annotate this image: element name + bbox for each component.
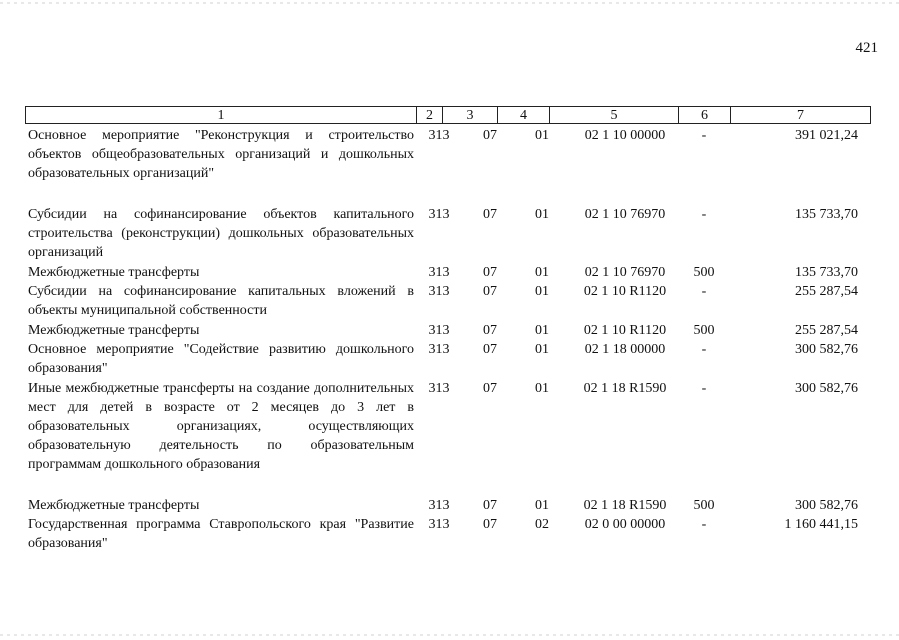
row-code-vr: - xyxy=(701,381,707,396)
row-code-gr: 313 xyxy=(428,284,450,299)
row-code-vr: 500 xyxy=(693,323,715,338)
row-code-rz: 07 xyxy=(483,498,497,513)
header-col-1: 1 xyxy=(25,106,417,124)
row-name: Основное мероприятие "Содействие развитию дошкольного образования" xyxy=(28,342,414,376)
row-code-csr: 02 1 18 00000 xyxy=(584,342,666,357)
row-name: Межбюджетные трансферты xyxy=(28,323,200,338)
row-code-gr: 313 xyxy=(428,128,450,143)
row-code-pr: 01 xyxy=(535,323,549,338)
row-code-pr: 01 xyxy=(535,381,549,396)
row-code-gr: 313 xyxy=(428,342,450,357)
row-amount: 1 160 441,15 xyxy=(784,517,858,532)
header-col-2: 2 xyxy=(416,106,443,124)
row-code-csr: 02 1 10 00000 xyxy=(584,128,666,143)
row-code-pr: 01 xyxy=(535,498,549,513)
row-amount: 255 287,54 xyxy=(795,323,858,338)
row-code-rz: 07 xyxy=(483,284,497,299)
row-code-pr: 01 xyxy=(535,265,549,280)
scan-edge-bottom xyxy=(0,634,899,636)
header-col-4: 4 xyxy=(497,106,550,124)
row-amount: 255 287,54 xyxy=(795,284,858,299)
row-code-gr: 313 xyxy=(428,265,450,280)
row-amount: 135 733,70 xyxy=(795,265,858,280)
row-code-pr: 01 xyxy=(535,342,549,357)
row-code-csr: 02 1 10 R1120 xyxy=(583,284,667,299)
header-col-6: 6 xyxy=(678,106,731,124)
row-code-pr: 01 xyxy=(535,207,549,222)
row-code-vr: - xyxy=(701,342,707,357)
row-code-csr: 02 1 10 76970 xyxy=(584,207,666,222)
row-name: Иные межбюджетные трансферты на создание дополнительных мест для детей в возрасте от 2 месяцев до 3 лет в образовательных организациях, осуществляющих образовательную деятельность по образовательным программам дошкольного образования xyxy=(28,381,414,472)
row-amount: 391 021,24 xyxy=(795,128,858,143)
header-col-7: 7 xyxy=(730,106,871,124)
row-code-rz: 07 xyxy=(483,381,497,396)
row-code-gr: 313 xyxy=(428,323,450,338)
scan-edge-top xyxy=(0,2,899,4)
row-code-rz: 07 xyxy=(483,207,497,222)
row-code-csr: 02 1 10 R1120 xyxy=(583,323,667,338)
row-amount: 300 582,76 xyxy=(795,342,858,357)
row-code-vr: - xyxy=(701,517,707,532)
row-amount: 135 733,70 xyxy=(795,207,858,222)
row-name: Межбюджетные трансферты xyxy=(28,498,200,513)
row-code-vr: - xyxy=(701,284,707,299)
row-amount: 300 582,76 xyxy=(795,381,858,396)
row-code-gr: 313 xyxy=(428,517,450,532)
row-code-csr: 02 1 10 76970 xyxy=(584,265,666,280)
row-name: Государственная программа Ставропольского края "Развитие образования" xyxy=(28,517,414,551)
row-name: Субсидии на софинансирование капитальных вложений в объекты муниципальной собственности xyxy=(28,284,414,318)
header-col-3: 3 xyxy=(442,106,498,124)
row-code-rz: 07 xyxy=(483,517,497,532)
row-amount: 300 582,76 xyxy=(795,498,858,513)
row-code-csr: 02 1 18 R1590 xyxy=(583,498,667,513)
row-code-gr: 313 xyxy=(428,381,450,396)
row-code-pr: 02 xyxy=(535,517,549,532)
row-code-rz: 07 xyxy=(483,265,497,280)
row-code-vr: - xyxy=(701,207,707,222)
row-code-rz: 07 xyxy=(483,128,497,143)
row-code-vr: 500 xyxy=(693,265,715,280)
table-header xyxy=(25,106,871,125)
row-code-pr: 01 xyxy=(535,284,549,299)
row-code-gr: 313 xyxy=(428,207,450,222)
row-code-csr: 02 0 00 00000 xyxy=(584,517,666,532)
page-number: 421 xyxy=(855,40,878,56)
row-code-vr: - xyxy=(701,128,707,143)
row-code-pr: 01 xyxy=(535,128,549,143)
row-code-csr: 02 1 18 R1590 xyxy=(583,381,667,396)
row-code-gr: 313 xyxy=(428,498,450,513)
row-name: Основное мероприятие "Реконструкция и строительство объектов общеобразовательных организаций и дошкольных образовательных организаций" xyxy=(28,128,414,181)
row-code-rz: 07 xyxy=(483,342,497,357)
header-col-5: 5 xyxy=(549,106,679,124)
row-name: Межбюджетные трансферты xyxy=(28,265,200,280)
row-code-vr: 500 xyxy=(693,498,715,513)
row-code-rz: 07 xyxy=(483,323,497,338)
row-name: Субсидии на софинансирование объектов капитального строительства (реконструкции) дошкольных образовательных организаций xyxy=(28,207,414,260)
